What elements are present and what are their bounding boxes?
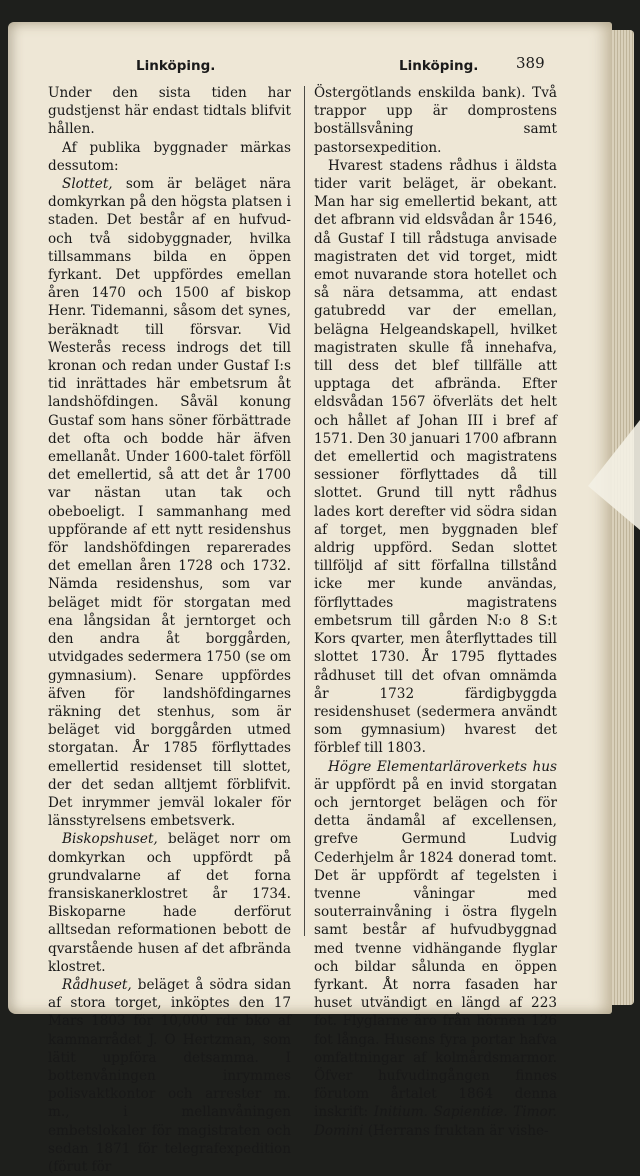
paragraph: Biskopshuset, beläget norr om domkyrkan och uppfördt på grundvalarne af det forna fransiskanerklostret år 1734. Biskoparne hade derförut alltsedan reformationen bebott de qvarstående husen af det afbrända klostret.: [48, 831, 291, 975]
entry-title: Rådhuset,: [62, 976, 132, 993]
inscription: Initium. Sapientiæ. Timor. Domini: [314, 1104, 557, 1139]
paragraph: Af publika byggnader märkas dessutom:: [48, 139, 291, 174]
paragraph: Högre Elementarläroverkets hus är uppfördt på en invid storgatan och jerntorget belägen och för detta ändamål af excellensen, grefve Germund Ludvig Cederhjelm år 1824 donerad tomt. Det är uppfördt af tegelsten i tvenne våningar med souterrainvåning i östra flygeln samt består af hufvudbyggnad med tvenne vidhängande flyglar och bildar sålunda en öppen fyrkant. Åt norra fasaden har huset utvändigt en längd af 223 fot. Flyglarne äro från hörnen 126 fot långa. Husens fyra portar hafva omfattningar af kolmårdsmarmor. Öfver hufvudingången finnes förutom årtalet 1864 denna inskrift: Initium. Sapientiæ. Timor. Domini (Herrans fruktan är vishe-: [314, 758, 557, 1139]
running-header-right: Linköping.: [399, 58, 479, 74]
right-column: [314, 84, 557, 1140]
paragraph: Hvarest stadens rådhus i äldsta tider varit beläget, är obekant. Man har sig emellertid bekant, att det afbrann vid eldsvådan år 1546, då Gustaf I till rådstuga anvisade magistraten det vid torget, midt emot nuvarande stora hotellet och så nära detsamma, att endast gatubredd var der emellan, belägna Helgeandskapell, hvilket magistraten skulle få innehafva, till dess det blef tillfälle att upptaga det afbrända. Efter eldsvådan 1567 öfverläts det helt och hållet af Johan III i bref af 1571. Den 30 januari 1700 afbrann det emellertid och magistratens sessioner förflyttades då till slottet. Grund till nytt rådhus lades kort derefter vid södra sidan af torget, men byggnaden blef aldrig uppförd. Sedan slottet tillföljd af sitt förfallna tillstånd icke mer kunde användas, förflyttades magistratens embetsrum till gården N:o 8 S:t Kors qvarter, men återflyttades till slottet 1730. År 1795 flyttades rådhuset till det ofvan omnämda år 1732 färdigbyggda residenshuset (sedermera användt som gymnasium) hvarest det förblef till 1803.: [314, 157, 557, 757]
paragraph: Östergötlands enskilda bank). Två trappor upp är domprostens boställsvåning samt pastorsexpedition.: [314, 85, 557, 156]
paragraph: Under den sista tiden har gudstjenst här endast tidtals blifvit hållen.: [48, 85, 291, 138]
paragraph: Rådhuset, beläget å södra sidan af stora torget, inköptes den 17 Mars 1803 för 10,000 rdr bko af kammarrådet J. O Hertzman, som lätit uppföra detsamma. I bottenvåningen inrymmes polisvaktkontor och arrester m. m., i mellanvåningen embetslokaler för magistraten och sedan 1871 för telegrafexpedition (förut för: [48, 976, 291, 1175]
entry-title: Slottet,: [62, 176, 113, 193]
entry-title: Biskopshuset,: [62, 831, 158, 848]
paragraph: Slottet, som är beläget nära domkyrkan på den högsta platsen i staden. Det består af en hufvud- och två sidobyggnader, hvilka tillsammans bilda en öppen fyrkant. Det uppfördes emellan åren 1470 och 1500 af biskop Henr. Tidemanni, såsom det synes, beräknadt till försvar. Vid Westerås recess indrogs det till kronan och redan under Gustaf I:s tid inrättades här embetsrum åt landshöfdingen. Såväl konung Gustaf som hans söner förbättrade det ofta och bodde här äfven emellanåt. Under 1600-talet förföll det emellertid, så att det år 1700 var nästan utan tak och obeboeligt. I sammanhang med uppförande af ett nytt residenshus för landshöfdingen reparerades det emellan åren 1728 och 1732. Nämda residenshus, som var beläget midt för storgatan med ena långsidan åt jerntorget och den andra åt borggården, utvidgades sedermera 1750 (se om gymnasium). Senare uppfördes äfven för landshöfdingarnes räkning det stenhus, som är beläget vid borggården utmed storgatan. År 1785 förflyttades emellertid residenset till slottet, der det sedan alltjemt förblifvit. Det inrymmer jemväl lokaler för länsstyrelsens embetsverk.: [48, 176, 291, 830]
page-number: 389: [516, 54, 545, 72]
left-column: [48, 84, 291, 1176]
running-header-left: Linköping.: [136, 58, 216, 74]
entry-title: Högre Elementarläroverkets hus: [328, 758, 557, 775]
column-divider: [304, 86, 305, 936]
